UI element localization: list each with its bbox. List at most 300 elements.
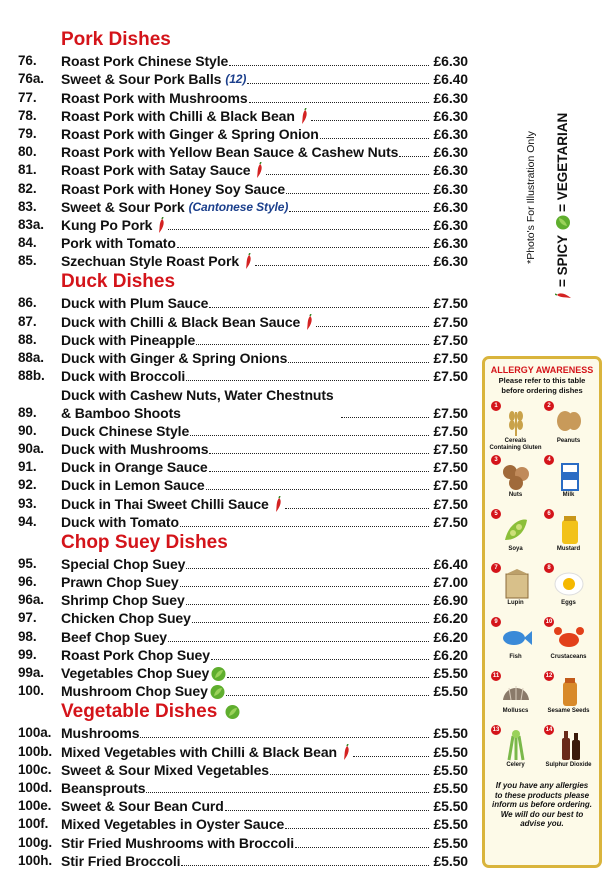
allergen-item: [542, 509, 595, 559]
dot-leader: [311, 120, 429, 121]
item-name-wrap: [61, 815, 430, 833]
chili-icon: [555, 290, 572, 301]
allergen-item: [489, 563, 542, 613]
item-name-wrap: [61, 682, 430, 700]
item-number: 100a.: [18, 725, 52, 741]
dot-leader: [249, 102, 429, 103]
item-name: Prawn Chop Suey: [61, 574, 179, 591]
allergen-item: [542, 617, 595, 667]
allergen-number: 9: [491, 617, 501, 627]
menu-item: [18, 833, 468, 851]
item-price: £6.40: [433, 555, 468, 572]
item-name-wrap: [61, 216, 430, 234]
menu-item: [18, 179, 468, 197]
item-number: 96.: [18, 574, 37, 590]
section-title: [61, 270, 468, 294]
item-name: Beef Chop Suey: [61, 628, 167, 645]
item-name: Duck in Orange Sauce: [61, 459, 208, 476]
menu-item: [18, 70, 468, 88]
dot-leader: [285, 828, 429, 829]
item-name: Duck in Lemon Sauce: [61, 477, 205, 494]
menu-item: [18, 349, 468, 367]
item-price: £6.30: [433, 235, 468, 252]
menu-item: [18, 331, 468, 349]
item-name: Duck with Plum Sauce: [61, 295, 209, 312]
allergen-label: Peanuts: [556, 438, 581, 444]
dot-leader: [180, 526, 429, 527]
item-price: £7.00: [433, 574, 468, 591]
mollusc-icon: [497, 674, 535, 708]
allergen-item: [489, 455, 542, 505]
allergen-number: 4: [544, 455, 554, 465]
wine-icon: [550, 728, 588, 762]
item-name-wrap: [61, 440, 430, 458]
item-name-wrap: [61, 573, 430, 591]
item-price: £5.50: [433, 683, 468, 700]
allergen-number: 6: [544, 509, 554, 519]
item-name-wrap: [61, 125, 430, 143]
menu-item: [18, 52, 468, 70]
item-name: Stir Fried Broccoli: [61, 852, 181, 869]
soya-icon: [497, 512, 535, 546]
item-number: 100.: [18, 683, 44, 699]
item-name-wrap: [61, 234, 430, 252]
dot-leader: [399, 156, 429, 157]
allergen-item: [542, 455, 595, 505]
item-name: Chicken Chop Suey: [61, 610, 191, 627]
item-number: 76.: [18, 53, 37, 69]
item-name-wrap: [61, 386, 340, 422]
menu-item: [18, 385, 468, 421]
fish-icon: [497, 620, 535, 654]
item-number: 95.: [18, 555, 37, 571]
dot-leader: [225, 810, 429, 811]
item-name-wrap: [61, 495, 430, 513]
menu-item: [18, 422, 468, 440]
dot-leader: [206, 489, 429, 490]
item-price: £5.50: [433, 779, 468, 796]
allergen-label: Nuts: [508, 492, 523, 498]
item-name: Sweet & Sour Pork Balls: [61, 71, 222, 88]
item-number: 84.: [18, 235, 37, 251]
item-number: 87.: [18, 313, 37, 329]
item-number: 83a.: [18, 216, 44, 232]
item-name: Duck Chinese Style: [61, 422, 190, 439]
allergen-number: 1: [491, 401, 501, 411]
allergen-number: 8: [544, 563, 554, 573]
item-name: Beansprouts: [61, 779, 146, 796]
allergen-label: Milk: [562, 492, 575, 498]
dot-leader: [286, 193, 429, 194]
menu-item: [18, 609, 468, 627]
item-price: £7.50: [433, 513, 468, 530]
item-number: 88.: [18, 331, 37, 347]
allergen-item: [489, 725, 542, 775]
item-name: Duck with Broccoli: [61, 368, 186, 385]
section-title-text: Duck Dishes: [61, 271, 176, 293]
leaf-icon: [211, 666, 226, 682]
item-name-wrap: [61, 198, 430, 216]
item-price: £5.50: [433, 798, 468, 815]
allergen-label: Sesame Seeds: [547, 708, 590, 714]
item-price: £7.50: [433, 440, 468, 457]
allergen-number: 5: [491, 509, 501, 519]
item-price: £7.50: [433, 295, 468, 312]
item-name: Roast Pork with Chilli & Black Bean: [61, 107, 295, 124]
item-name-wrap: [61, 724, 430, 742]
menu-item: [18, 143, 468, 161]
allergen-number: 10: [545, 619, 553, 625]
item-price: £5.50: [433, 743, 468, 760]
chili-icon: [299, 108, 310, 125]
allergen-label: Soya: [508, 546, 523, 552]
item-name-wrap: [61, 107, 430, 125]
allergen-item: [542, 401, 595, 451]
allergen-number: 2: [544, 401, 554, 411]
item-name-wrap: [61, 797, 430, 815]
item-name-wrap: [61, 294, 430, 312]
menu-item: [18, 458, 468, 476]
item-number: 86.: [18, 295, 37, 311]
item-name-wrap: [61, 646, 430, 664]
dot-leader: [186, 380, 429, 381]
photo-note: *Photo's For Illustration Only: [525, 131, 537, 264]
allergen-number: 11: [492, 673, 500, 679]
item-price: £6.20: [433, 646, 468, 663]
item-name: Mixed Vegetables in Oyster Sauce: [61, 816, 285, 833]
section-title: [61, 700, 468, 724]
allergen-number: 12: [545, 673, 553, 679]
item-number: 90a.: [18, 440, 44, 456]
item-price: £6.90: [433, 592, 468, 609]
dot-leader: [168, 229, 429, 230]
item-name: Mixed Vegetables with Chilli & Black Bean: [61, 743, 337, 760]
item-number: 76a.: [18, 71, 44, 87]
item-number: 96a.: [18, 592, 44, 608]
item-number: 80.: [18, 144, 37, 160]
item-name-wrap: [61, 761, 430, 779]
item-price: £5.50: [433, 834, 468, 851]
menu-item: [18, 555, 468, 573]
item-name: Roast Pork with Honey Soy Sauce: [61, 180, 286, 197]
dot-leader: [186, 604, 429, 605]
allergen-item: [489, 401, 542, 451]
item-price: £5.50: [433, 665, 468, 682]
item-name: Mushrooms: [61, 725, 140, 742]
item-name: Kung Po Pork: [61, 216, 153, 233]
item-name-wrap: [61, 458, 430, 476]
section-title-text: Vegetable Dishes: [61, 701, 218, 723]
menu-item: [18, 125, 468, 143]
vegetarian-label: = VEGETARIAN: [555, 112, 570, 212]
mustard-icon: [550, 512, 588, 546]
item-price: £6.20: [433, 628, 468, 645]
allergen-grid: [489, 401, 595, 775]
menu-item: [18, 664, 468, 682]
allergen-label: Eggs: [561, 600, 576, 606]
item-number: 89.: [18, 404, 37, 420]
item-name-wrap: [61, 628, 430, 646]
item-name: Sweet & Sour Pork: [61, 198, 185, 215]
menu-item: [18, 494, 468, 512]
dot-leader: [226, 695, 429, 696]
item-name-wrap: [61, 143, 430, 161]
item-price: £7.50: [433, 422, 468, 439]
dot-leader: [229, 65, 429, 66]
allergy-awareness-panel: [482, 356, 602, 868]
item-name-wrap: [61, 664, 430, 682]
item-name: Duck with Pineapple: [61, 331, 196, 348]
allergen-item: [489, 617, 542, 667]
allergen-number: 14: [545, 727, 553, 733]
item-number: 100d.: [18, 779, 53, 795]
menu-list: [18, 28, 468, 870]
item-name-wrap: [61, 476, 430, 494]
item-name: Roast Pork Chop Suey: [61, 646, 210, 663]
item-number: 99a.: [18, 665, 44, 681]
item-name: Mushroom Chop Suey: [61, 683, 208, 700]
section-title: [61, 28, 468, 52]
menu-item: [18, 627, 468, 645]
item-number: 100c.: [18, 761, 52, 777]
item-name: Pork with Tomato: [61, 235, 176, 252]
item-name: Stir Fried Mushrooms with Broccoli: [61, 834, 295, 851]
menu-item: [18, 367, 468, 385]
dot-leader: [285, 508, 429, 509]
item-name: Special Chop Suey: [61, 555, 186, 572]
chili-icon: [273, 496, 284, 513]
dot-leader: [295, 847, 429, 848]
item-name: Roast Pork with Satay Sauce: [61, 162, 251, 179]
item-price: £7.50: [433, 313, 468, 330]
item-price: £6.30: [433, 125, 468, 142]
item-note: (Cantonese Style): [188, 199, 289, 214]
item-name: Vegetables Chop Suey: [61, 665, 210, 682]
dot-leader: [192, 622, 429, 623]
dot-leader: [196, 344, 429, 345]
item-name: Duck with Chilli & Black Bean Sauce: [61, 313, 301, 330]
item-price: £6.30: [433, 89, 468, 106]
item-number: 100g.: [18, 834, 53, 850]
chili-icon: [156, 217, 167, 234]
item-number: 90.: [18, 422, 37, 438]
menu-item: [18, 161, 468, 179]
chili-icon: [254, 162, 265, 179]
legend: [518, 90, 578, 305]
dot-leader: [270, 774, 429, 775]
wheat-icon: [497, 404, 535, 438]
dot-leader: [211, 659, 429, 660]
dot-leader: [190, 435, 429, 436]
item-number: 79.: [18, 125, 37, 141]
item-price: £6.30: [433, 53, 468, 70]
item-name: Duck with Cashew Nuts, Water Chestnuts & Bamboo Shoots: [61, 386, 334, 421]
item-name-wrap: [61, 834, 430, 852]
item-number: 82.: [18, 180, 37, 196]
item-name-wrap: [61, 180, 430, 198]
item-price: £5.50: [433, 816, 468, 833]
allergen-label: Molluscs: [502, 708, 529, 714]
section-title-text: Chop Suey Dishes: [61, 531, 228, 553]
allergen-item: [542, 563, 595, 613]
chili-icon: [341, 744, 352, 761]
spicy-label: = SPICY: [555, 234, 570, 287]
item-number: 100h.: [18, 852, 53, 868]
item-price: £6.30: [433, 180, 468, 197]
nuts-icon: [497, 458, 535, 492]
menu-item: [18, 88, 468, 106]
item-number: 93.: [18, 495, 37, 511]
allergen-number: 3: [491, 455, 501, 465]
allergen-number: 13: [492, 727, 500, 733]
item-number: 77.: [18, 89, 37, 105]
menu-item: [18, 476, 468, 494]
menu-item: [18, 724, 468, 742]
menu-item: [18, 440, 468, 458]
item-name: Sweet & Sour Mixed Vegetables: [61, 761, 269, 778]
item-name-wrap: [61, 331, 430, 349]
menu-item: [18, 852, 468, 870]
item-price: £7.50: [433, 331, 468, 348]
dot-leader: [209, 453, 429, 454]
item-name: Roast Pork with Ginger & Spring Onion: [61, 125, 319, 142]
dot-leader: [209, 471, 429, 472]
leaf-icon: [225, 704, 240, 720]
allergen-label: Crustaceans: [550, 654, 587, 660]
sesame-icon: [550, 674, 588, 708]
item-price: £6.30: [433, 144, 468, 161]
section-title: [61, 531, 468, 555]
menu-item: [18, 815, 468, 833]
section-title-text: Pork Dishes: [61, 29, 171, 50]
leaf-icon: [555, 215, 571, 230]
allergen-item: [542, 671, 595, 721]
item-number: 83.: [18, 198, 37, 214]
item-price: £7.50: [433, 477, 468, 494]
item-number: 100b.: [18, 743, 53, 759]
allergen-label: Celery: [506, 762, 525, 768]
dot-leader: [186, 568, 429, 569]
menu-item: [18, 573, 468, 591]
item-number: 94.: [18, 513, 37, 529]
allergen-item: [542, 725, 595, 775]
item-number: 98.: [18, 628, 37, 644]
item-name: Sweet & Sour Bean Curd: [61, 798, 224, 815]
celery-icon: [497, 728, 535, 762]
item-name-wrap: [61, 70, 430, 88]
crab-icon: [550, 620, 588, 654]
chili-icon: [243, 253, 254, 270]
item-number: 78.: [18, 107, 37, 123]
item-name-wrap: [61, 313, 430, 331]
item-price: £7.50: [433, 368, 468, 385]
dot-leader: [181, 865, 429, 866]
item-number: 91.: [18, 459, 37, 475]
item-number: 92.: [18, 477, 37, 493]
menu-item: [18, 198, 468, 216]
item-name-wrap: [61, 89, 430, 107]
item-name-wrap: [61, 779, 430, 797]
peanut-icon: [550, 404, 588, 438]
item-name-wrap: [61, 161, 430, 179]
menu-item: [18, 513, 468, 531]
menu-item: [18, 294, 468, 312]
leaf-icon: [210, 684, 225, 700]
dot-leader: [353, 756, 429, 757]
item-name: Roast Pork with Yellow Bean Sauce & Cashew Nuts: [61, 144, 399, 161]
menu-item: [18, 646, 468, 664]
item-number: 88b.: [18, 368, 45, 384]
item-name-wrap: [61, 609, 430, 627]
allergen-label: Lupin: [507, 600, 524, 606]
menu-item: [18, 761, 468, 779]
item-number: 81.: [18, 162, 37, 178]
dot-leader: [209, 307, 429, 308]
dot-leader: [180, 586, 429, 587]
item-name: Szechuan Style Roast Pork: [61, 253, 240, 270]
menu-item: [18, 312, 468, 330]
item-name-wrap: [61, 743, 430, 761]
allergen-label: Fish: [509, 654, 522, 660]
item-number: 100f.: [18, 816, 49, 832]
item-number: 85.: [18, 253, 37, 269]
item-name: Duck with Mushrooms: [61, 440, 209, 457]
menu-item: [18, 234, 468, 252]
dot-leader: [140, 737, 429, 738]
allergen-item: [489, 509, 542, 559]
dot-leader: [146, 792, 429, 793]
allergen-number: 7: [491, 563, 501, 573]
item-name-wrap: [61, 52, 430, 70]
item-price: £6.30: [433, 253, 468, 270]
menu-item: [18, 252, 468, 270]
dot-leader: [168, 641, 429, 642]
dot-leader: [289, 211, 429, 212]
item-price: £7.50: [433, 404, 468, 421]
item-name: Duck with Tomato: [61, 513, 179, 530]
dot-leader: [288, 362, 429, 363]
item-price: £5.50: [433, 761, 468, 778]
dot-leader: [316, 326, 429, 327]
dot-leader: [320, 138, 429, 139]
dot-leader: [266, 174, 429, 175]
menu-item: [18, 591, 468, 609]
item-number: 99.: [18, 646, 37, 662]
dot-leader: [255, 265, 429, 266]
item-note: (12): [225, 72, 247, 87]
dot-leader: [341, 417, 429, 418]
item-number: 100e.: [18, 798, 52, 814]
menu-item: [18, 107, 468, 125]
allergy-subtitle-2: before ordering dishes: [501, 386, 583, 395]
item-name-wrap: [61, 252, 430, 270]
item-price: £6.30: [433, 107, 468, 124]
item-price: £6.30: [433, 216, 468, 233]
item-price: £7.50: [433, 350, 468, 366]
chili-icon: [304, 314, 315, 331]
item-price: £6.20: [433, 610, 468, 627]
item-price: £5.50: [433, 852, 468, 869]
item-price: £7.50: [433, 459, 468, 476]
item-name-wrap: [61, 591, 430, 609]
menu-item: [18, 797, 468, 815]
item-name: Duck with Ginger & Spring Onions: [61, 350, 288, 366]
allergen-item: [489, 671, 542, 721]
item-price: £6.30: [433, 162, 468, 179]
allergy-title: ALLERGY AWARENESS: [490, 365, 594, 375]
menu-item: [18, 779, 468, 797]
item-name-wrap: [61, 367, 430, 385]
